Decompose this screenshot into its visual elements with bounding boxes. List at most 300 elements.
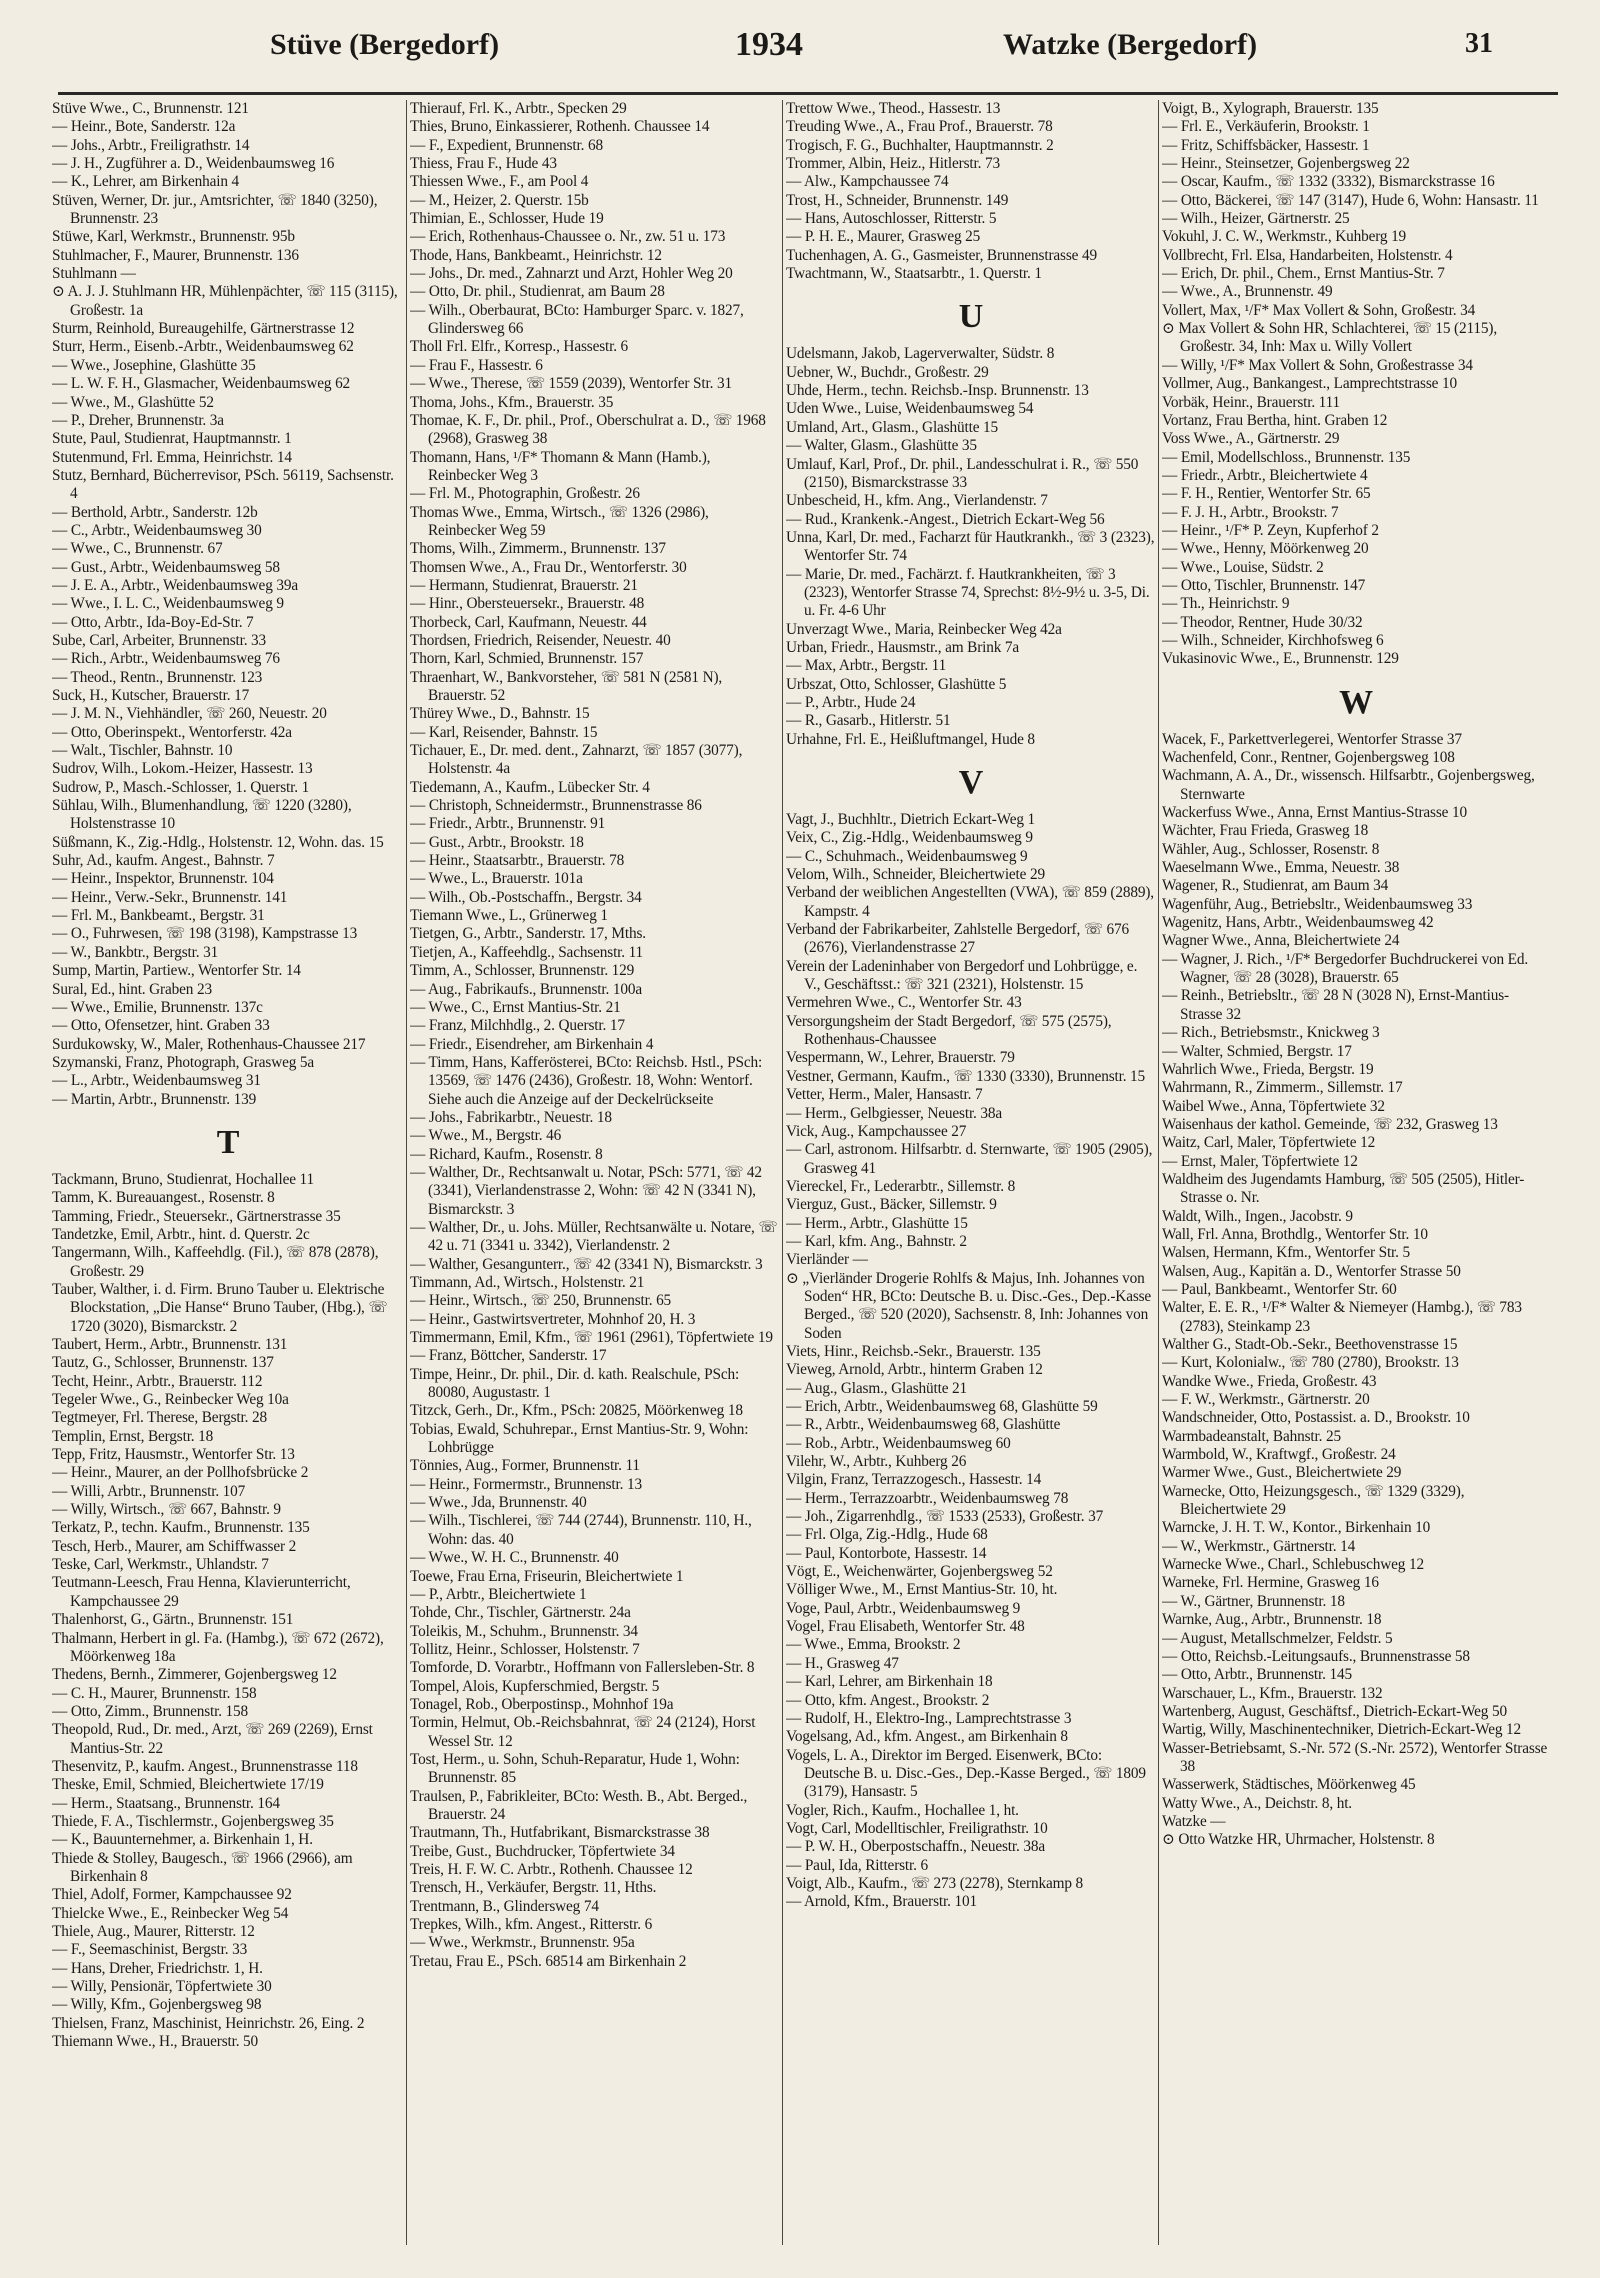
directory-entry: Templin, Ernst, Bergstr. 18 (52, 1427, 214, 1445)
directory-entry: Timpe, Heinr., Dr. phil., Dir. d. kath. Realschule, PSch: 80080, Augustastr. 1 (410, 1365, 740, 1402)
directory-entry: — Walt., Tischler, Bahnstr. 10 (52, 742, 233, 760)
column-divider (1158, 100, 1159, 2245)
directory-entry: Vortanz, Frau Bertha, hint. Graben 12 (1162, 411, 1388, 429)
directory-entry: Unbescheid, H., kfm. Ang., Vierlandenstr. 7 (786, 492, 1048, 510)
directory-entry: Vespermann, W., Lehrer, Brauerstr. 79 (786, 1049, 1015, 1067)
directory-entry: — Johs., Arbtr., Freiligrathstr. 14 (52, 136, 250, 154)
directory-entry: — Heinr., Verw.-Sekr., Brunnenstr. 141 (52, 888, 288, 906)
directory-entry: Stüwe, Karl, Werkmstr., Brunnenstr. 95b (52, 228, 295, 246)
directory-entry: Vilgin, Franz, Terrazzogesch., Hassestr. 14 (786, 1471, 1042, 1489)
column-divider (406, 100, 407, 2245)
directory-entry: Thiess, Frau F., Hude 43 (410, 155, 557, 173)
directory-column-3 (786, 100, 1156, 2250)
directory-entry: — Hermann, Studienrat, Brauerstr. 21 (410, 576, 638, 594)
directory-entry: Wachmann, A. A., Dr., wissensch. Hilfsarbtr., Gojenbergsweg, Sternwarte (1162, 767, 1535, 803)
directory-entry: — Willi, Arbtr., Brunnenstr. 107 (52, 1482, 246, 1500)
directory-entry: Tesch, Herb., Maurer, am Schiffwasser 2 (52, 1537, 297, 1555)
directory-entry: — Walther, Dr., Rechtsanwalt u. Notar, PSch: 5771, ☏ 42 (3341), Vierlandenstrasse 2, Wohn: ☏ 42 N (3341 N), Bismarckstr. 3 (410, 1163, 762, 1218)
directory-entry: — Gust., Arbtr., Weidenbaumsweg 58 (52, 558, 280, 576)
directory-entry: — Wilh., Schneider, Kirchhofsweg 6 (1162, 631, 1384, 649)
directory-entry: — Wwe., Josephine, Glashütte 35 (52, 356, 256, 374)
directory-entry: Trettow Wwe., Theod., Hassestr. 13 (786, 100, 1001, 117)
directory-entry: Thordsen, Friedrich, Reisender, Neuestr. 40 (410, 631, 671, 649)
directory-entry: Wandschneider, Otto, Postassist. a. D., Brookstr. 10 (1162, 1409, 1470, 1427)
directory-entry: — Joh., Zigarrenhdlg., ☏ 1533 (2533), Großestr. 37 (786, 1508, 1104, 1526)
directory-entry: Vogt, Carl, Modelltischler, Freiligrathstr. 10 (786, 1819, 1048, 1837)
header-rule (58, 92, 1558, 95)
directory-entry: Vollert, Max, ¹/F* Max Vollert & Sohn, Großestr. 34 (1162, 301, 1476, 319)
directory-entry: — Karl, kfm. Ang., Bahnstr. 2 (786, 1232, 967, 1250)
directory-entry: Szymanski, Franz, Photograph, Grasweg 5a (52, 1053, 315, 1071)
directory-entry: Waibel Wwe., Anna, Töpfertwiete 32 (1162, 1097, 1385, 1115)
directory-entry: Toewe, Frau Erna, Friseurin, Bleichertwiete 1 (410, 1567, 684, 1585)
directory-entry: Twachtmann, W., Staatsarbtr., 1. Querstr. 1 (786, 265, 1042, 283)
directory-entry: — W., Werkmstr., Gärtnerstr. 14 (1162, 1537, 1356, 1555)
directory-entry: Walsen, Aug., Kapitän a. D., Wentorfer Strasse 50 (1162, 1262, 1461, 1280)
directory-entry: Tepp, Fritz, Hausmstr., Wentorfer Str. 13 (52, 1446, 295, 1464)
directory-entry: Wartenberg, August, Geschäftsf., Dietrich-Eckart-Weg 50 (1162, 1702, 1507, 1720)
directory-entry: Tamm, K. Bureauangest., Rosenstr. 8 (52, 1189, 275, 1207)
directory-entry: — Heinr., ¹/F* P. Zeyn, Kupferhof 2 (1162, 521, 1379, 539)
directory-entry: Waeselmann Wwe., Emma, Neuestr. 38 (1162, 859, 1400, 877)
directory-entry: Thimian, E., Schlosser, Hude 19 (410, 210, 604, 228)
directory-entry: — Paul, Kontorbote, Hassestr. 14 (786, 1544, 987, 1562)
directory-entry: Wachenfeld, Conr., Rentner, Gojenbergsweg 108 (1162, 749, 1455, 766)
directory-entry: — J. H., Zugführer a. D., Weidenbaumsweg 16 (52, 155, 335, 173)
directory-entry: — Heinr., Maurer, an der Pollhofsbrücke 2 (52, 1464, 309, 1482)
directory-entry: Sube, Carl, Arbeiter, Brunnenstr. 33 (52, 631, 267, 649)
directory-entry: — Heinr., Wirtsch., ☏ 250, Brunnenstr. 65 (410, 1292, 672, 1310)
directory-entry: Vollmer, Aug., Bankangest., Lamprechtstrasse 10 (1162, 375, 1457, 393)
directory-entry: Vukasinovic Wwe., E., Brunnenstr. 129 (1162, 650, 1399, 668)
directory-entry: Tichauer, E., Dr. med. dent., Zahnarzt, ☏ 1857 (3077), Holstenstr. 4a (410, 742, 743, 778)
directory-entry: — Wilh., Oberbaurat, BCto: Hamburger Sparc. v. 1827, Glindersweg 66 (410, 301, 744, 338)
directory-entry: Tonagel, Rob., Oberpostinsp., Mohnhof 19a (410, 1695, 674, 1713)
directory-entry: — Wwe., Jda, Brunnenstr. 40 (410, 1494, 587, 1512)
directory-entry: Wahrmann, R., Zimmerm., Sillemstr. 17 (1162, 1079, 1403, 1097)
directory-entry: — W., Gärtner, Brunnenstr. 18 (1162, 1592, 1345, 1610)
directory-entry: Tormin, Helmut, Ob.-Reichsbahnrat, ☏ 24 (2124), Horst Wessel Str. 12 (410, 1714, 756, 1750)
directory-entry: Voge, Paul, Arbtr., Weidenbaumsweg 9 (786, 1599, 1021, 1617)
directory-entry: Tretau, Frau E., PSch. 68514 am Birkenhain 2 (410, 1952, 687, 1970)
directory-entry: Wagenitz, Hans, Arbtr., Weidenbaumsweg 42 (1162, 914, 1434, 932)
directory-entry: — K., Bauunternehmer, a. Birkenhain 1, H. (52, 1831, 313, 1849)
directory-entry: — Heinr., Gastwirtsvertreter, Mohnhof 20, H. 3 (410, 1310, 696, 1328)
directory-entry: Vilehr, W., Arbtr., Kuhberg 26 (786, 1453, 967, 1471)
directory-entry: Tiedemann, A., Kaufm., Lübecker Str. 4 (410, 778, 650, 796)
directory-entry: Teske, Carl, Werkmstr., Uhlandstr. 7 (52, 1556, 269, 1574)
directory-entry: Tietgen, G., Arbtr., Sanderstr. 17, Mths. (410, 925, 646, 943)
directory-entry: Teutmann-Leesch, Frau Henna, Klavierunterricht, Kampchaussee 29 (52, 1574, 351, 1610)
directory-entry: — F. H., Rentier, Wentorfer Str. 65 (1162, 485, 1371, 503)
directory-entry: Stuhlmann — (52, 265, 136, 283)
directory-entry: Warnke, Aug., Arbtr., Brunnenstr. 18 (1162, 1611, 1382, 1629)
directory-entry: Sural, Ed., hint. Graben 23 (52, 980, 212, 998)
directory-entry: Urbszat, Otto, Schlosser, Glashütte 5 (786, 675, 1007, 693)
directory-entry: — Wwe., I. L. C., Weidenbaumsweg 9 (52, 595, 284, 613)
directory-entry: Warnecke Wwe., Charl., Schlebuschweg 12 (1162, 1556, 1424, 1574)
directory-entry: — Wwe., L., Brauerstr. 101a (410, 870, 583, 888)
directory-entry: Tackmann, Bruno, Studienrat, Hochallee 11 (52, 1170, 314, 1188)
directory-entry: — Willy, Kfm., Gojenbergsweg 98 (52, 1996, 262, 2014)
directory-entry: Wall, Frl. Anna, Brothdlg., Wentorfer Str. 10 (1162, 1225, 1428, 1243)
directory-entry: — Herm., Staatsang., Brunnenstr. 164 (52, 1794, 280, 1812)
directory-entry: — O., Fuhrwesen, ☏ 198 (3198), Kampstrasse 13 (52, 925, 358, 943)
header-right-range: Watzke (Bergedorf) (1003, 28, 1258, 61)
directory-entry: Thiemann Wwe., H., Brauerstr. 50 (52, 2033, 259, 2051)
directory-entry: Voigt, Alb., Kaufm., ☏ 273 (2278), Sternkamp 8 (786, 1874, 1084, 1892)
directory-entry: Treis, H. F. W. C. Arbtr., Rothenh. Chaussee 12 (410, 1861, 693, 1878)
directory-entry: — Martin, Arbtr., Brunnenstr. 139 (52, 1090, 257, 1108)
directory-entry: Vogler, Rich., Kaufm., Hochallee 1, ht. (786, 1801, 1019, 1819)
directory-entry: Trepkes, Wilh., kfm. Angest., Ritterstr. 6 (410, 1916, 653, 1934)
directory-entry: — Aug., Fabrikaufs., Brunnenstr. 100a (410, 980, 642, 998)
directory-entry: — Hans, Autoschlosser, Ritterstr. 5 (786, 210, 997, 228)
directory-entry: — Wwe., Emma, Brookstr. 2 (786, 1636, 961, 1654)
directory-entry: Warmbadeanstalt, Bahnstr. 25 (1162, 1427, 1341, 1445)
directory-entry: — Walter, Schmied, Bergstr. 17 (1162, 1042, 1352, 1060)
directory-entry: Treuding Wwe., A., Frau Prof., Brauerstr. 78 (786, 118, 1053, 136)
directory-entry: — Otto, Ofensetzer, hint. Graben 33 (52, 1017, 270, 1035)
directory-entry: — P. W. H., Oberpostschaffn., Neuestr. 38a (786, 1838, 1045, 1856)
directory-entry: — Paul, Bankbeamt., Wentorfer Str. 60 (1162, 1280, 1397, 1298)
directory-entry: Wagenführ, Aug., Betriebsltr., Weidenbaumsweg 33 (1162, 895, 1473, 913)
directory-entry: Sump, Martin, Partiew., Wentorfer Str. 14 (52, 962, 301, 980)
directory-entry: — P., Arbtr., Hude 24 (786, 693, 916, 711)
directory-entry: Vierländer — (786, 1251, 868, 1269)
directory-entry: Thürey Wwe., D., Bahnstr. 15 (410, 705, 590, 723)
directory-entry: — C., Arbtr., Weidenbaumsweg 30 (52, 521, 262, 539)
directory-entry: Tandetzke, Emil, Arbtr., hint. d. Querstr. 2c (52, 1225, 310, 1243)
directory-entry: — Rich., Betriebsmstr., Knickweg 3 (1162, 1024, 1380, 1042)
directory-entry: Theopold, Rud., Dr. med., Arzt, ☏ 269 (2269), Ernst Mantius-Str. 22 (52, 1721, 373, 1757)
directory-entry: — Johs., Fabrikarbtr., Neuestr. 18 (410, 1108, 612, 1126)
directory-entry: Vorbäk, Heinr., Brauerstr. 111 (1162, 393, 1341, 411)
directory-entry: Waldheim des Jugendamts Hamburg, ☏ 505 (2505), Hitler-Strasse o. Nr. (1162, 1170, 1525, 1207)
directory-entry: — Walter, Glasm., Glashütte 35 (786, 437, 977, 455)
directory-entry: — Wwe., Louise, Südstr. 2 (1162, 558, 1324, 576)
directory-entry: — Theod., Rentn., Brunnenstr. 123 (52, 668, 263, 686)
directory-entry: Warschauer, L., Kfm., Brauerstr. 132 (1162, 1684, 1383, 1702)
directory-entry: Tohde, Chr., Tischler, Gärtnerstr. 24a (410, 1604, 631, 1622)
directory-entry: — Alw., Kampchaussee 74 (786, 173, 949, 191)
directory-entry: — Frl. E., Verkäuferin, Brookstr. 1 (1162, 118, 1370, 136)
directory-entry: Sudrov, Wilh., Lokom.-Heizer, Hassestr. 13 (52, 760, 313, 778)
header-left-range: Stüve (Bergedorf) (270, 28, 500, 61)
directory-entry: Thies, Bruno, Einkassierer, Rothenh. Chaussee 14 (410, 118, 710, 136)
directory-entry: — Wwe., A., Brunnenstr. 49 (1162, 283, 1333, 301)
directory-entry: — Friedr., Arbtr., Brunnenstr. 91 (410, 815, 606, 833)
directory-entry: — L. W. F. H., Glasmacher, Weidenbaumsweg 62 (52, 375, 351, 393)
directory-entry: — Hans, Dreher, Friedrichstr. 1, H. (52, 1959, 263, 1977)
directory-entry: Tompel, Alois, Kupferschmied, Bergstr. 5 (410, 1677, 660, 1695)
directory-entry: — F. W., Werkmstr., Gärtnerstr. 20 (1162, 1391, 1370, 1409)
directory-entry: Tamming, Friedr., Steuersekr., Gärtnerstrasse 35 (52, 1207, 341, 1225)
directory-entry: Trogisch, F. G., Buchhalter, Hauptmannstr. 2 (786, 136, 1054, 154)
directory-entry: — Frl. M., Photographin, Großestr. 26 (410, 485, 640, 503)
directory-entry: — Marie, Dr. med., Fachärzt. f. Hautkrankheiten, ☏ 3 (2323), Wentorfer Strasse 74, Sprechst: 8½-9½ u. 3-5, Di. u. Fr. 4-6 Uhr (786, 565, 1150, 620)
directory-entry: Tietjen, A., Kaffeehdlg., Sachsenstr. 11 (410, 943, 644, 961)
directory-entry: Warmer Wwe., Gust., Bleichertwiete 29 (1162, 1464, 1402, 1482)
directory-entry: — Otto, Oberinspekt., Wentorferstr. 42a (52, 723, 292, 741)
directory-entry: — W., Bankbtr., Bergstr. 31 (52, 943, 219, 961)
directory-entry: Terkatz, P., techn. Kaufm., Brunnenstr. 135 (52, 1519, 310, 1537)
directory-entry: Tiemann Wwe., L., Grünerweg 1 (410, 907, 608, 925)
directory-entry: Viets, Hinr., Reichsb.-Sekr., Brauerstr. 135 (786, 1342, 1041, 1360)
directory-entry: — Th., Heinrichstr. 9 (1162, 595, 1290, 613)
directory-entry: Thalenhorst, G., Gärtn., Brunnenstr. 151 (52, 1611, 294, 1629)
directory-entry: — Franz, Böttcher, Sanderstr. 17 (410, 1347, 607, 1365)
directory-entry: Verein der Ladeninhaber von Bergedorf und Lohbrügge, e. V., Geschäftsst.: ☏ 321 (2321), Holstenstr. 15 (786, 957, 1138, 994)
directory-entry: Sudrow, P., Masch.-Schlosser, 1. Querstr. 1 (52, 778, 310, 796)
directory-entry: Thesenvitz, P., kaufm. Angest., Brunnenstrasse 118 (52, 1757, 358, 1775)
directory-entry: Thiele, Aug., Maurer, Ritterstr. 12 (52, 1923, 255, 1940)
directory-entry: Vieweg, Arnold, Arbtr., hinterm Graben 12 (786, 1361, 1043, 1379)
directory-entry: Suhr, Ad., kaufm. Angest., Bahnstr. 7 (52, 852, 275, 870)
directory-entry: — Wilh., Tischlerei, ☏ 744 (2744), Brunnenstr. 110, H., Wohn: das. 40 (410, 1512, 752, 1548)
directory-entry: Walsen, Hermann, Kfm., Wentorfer Str. 5 (1162, 1244, 1410, 1262)
directory-entry: Thielsen, Franz, Maschinist, Heinrichstr. 26, Eing. 2 (52, 2014, 365, 2032)
directory-entry: Wagner Wwe., Anna, Bleichertwiete 24 (1162, 932, 1400, 950)
directory-entry: — Willy, ¹/F* Max Vollert & Sohn, Großestrasse 34 (1162, 356, 1473, 374)
directory-entry: Uhde, Herm., techn. Reichsb.-Insp. Brunnenstr. 13 (786, 382, 1089, 400)
directory-entry: Waisenhaus der kathol. Gemeinde, ☏ 232, Grasweg 13 (1162, 1115, 1498, 1133)
directory-entry: Thiessen Wwe., F., am Pool 4 (410, 173, 589, 191)
directory-entry: — Otto, Arbtr., Ida-Boy-Ed-Str. 7 (52, 613, 254, 631)
directory-column-4 (1162, 100, 1550, 2250)
directory-entry: — Max, Arbtr., Bergstr. 11 (786, 657, 947, 675)
directory-entry: — M., Heizer, 2. Querstr. 15b (410, 191, 589, 209)
directory-entry: — C., Schuhmach., Weidenbaumsweg 9 (786, 847, 1028, 865)
directory-entry: Tobias, Ewald, Schuhrepar., Ernst Mantius-Str. 9, Wohn: Lohbrügge (410, 1420, 749, 1457)
directory-entry: Vollbrecht, Frl. Elsa, Handarbeiten, Holstenstr. 4 (1162, 246, 1453, 264)
directory-entry: Vetter, Herm., Maler, Hansastr. 7 (786, 1086, 983, 1104)
page-number: 31 (1465, 28, 1493, 59)
directory-entry: — P. H. E., Maurer, Grasweg 25 (786, 228, 981, 246)
directory-entry: Trentmann, B., Glindersweg 74 (410, 1897, 599, 1915)
directory-entry: Thedens, Bernh., Zimmerer, Gojenbergsweg 12 (52, 1666, 337, 1684)
directory-entry: — Aug., Glasm., Glashütte 21 (786, 1379, 968, 1397)
directory-entry: — Wwe., Emilie, Brunnenstr. 137c (52, 998, 263, 1016)
directory-entry: Warmbold, W., Kraftwgf., Großestr. 24 (1162, 1446, 1396, 1464)
directory-entry: Thiede, F. A., Tischlermstr., Gojenbergsweg 35 (52, 1812, 334, 1830)
directory-entry: — F. J. H., Arbtr., Brookstr. 7 (1162, 503, 1339, 521)
directory-entry: — Friedr., Arbtr., Bleichertwiete 4 (1162, 466, 1368, 484)
directory-entry: Vogel, Frau Elisabeth, Wentorfer Str. 48 (786, 1618, 1025, 1636)
directory-entry: Unna, Karl, Dr. med., Facharzt für Hautkrankh., ☏ 3 (2323), Wentorfer Str. 74 (786, 528, 1155, 565)
directory-entry: — P., Arbtr., Bleichertwiete 1 (410, 1585, 587, 1603)
directory-entry: Thomsen Wwe., A., Frau Dr., Wentorferstr. 30 (410, 558, 687, 576)
directory-entry: — Karl, Lehrer, am Birkenhain 18 (786, 1673, 993, 1691)
directory-entry: — Franz, Milchhdlg., 2. Querstr. 17 (410, 1017, 625, 1035)
directory-entry: — Rob., Arbtr., Weidenbaumsweg 60 (786, 1434, 1011, 1452)
directory-entry: Wahrlich Wwe., Frieda, Bergstr. 19 (1162, 1060, 1374, 1078)
directory-entry: Surdukowsky, W., Maler, Rothenhaus-Chaussee 217 (52, 1035, 366, 1053)
directory-entry: Vögt, E., Weichenwärter, Gojenbergsweg 52 (786, 1563, 1053, 1581)
directory-entry: Tauber, Walther, i. d. Firm. Bruno Tauber u. Elektrische Blockstation, „Die Hanse“ Bruno Tauber, (Hbg.), ☏ 1720 (3020), Bismarckstr. 2 (52, 1280, 388, 1335)
directory-entry: — Fritz, Schiffsbäcker, Hassestr. 1 (1162, 136, 1370, 154)
directory-entry: — Walther, Gesangunterr., ☏ 42 (3341 N), Bismarckstr. 3 (410, 1255, 763, 1273)
directory-entry: — Frau F., Hassestr. 6 (410, 356, 543, 374)
directory-entry: — Wwe., C., Ernst Mantius-Str. 21 (410, 998, 621, 1016)
directory-entry: — Herm., Arbtr., Glashütte 15 (786, 1214, 968, 1232)
directory-entry: — Otto, Tischler, Brunnenstr. 147 (1162, 576, 1366, 594)
section-letter: U (958, 298, 984, 336)
directory-entry: Thomas Wwe., Emma, Wirtsch., ☏ 1326 (2986), Reinbecker Weg 59 (410, 503, 709, 539)
directory-entry: Tangermann, Wilh., Kaffeehdlg. (Fil.), ☏ 878 (2878), Großestr. 29 (52, 1244, 379, 1280)
directory-entry: Stüve Wwe., C., Brunnenstr. 121 (52, 100, 249, 117)
section-letter: W (1339, 683, 1373, 721)
directory-entry: — Wwe., W. H. C., Brunnenstr. 40 (410, 1549, 619, 1567)
directory-entry: Timmermann, Emil, Kfm., ☏ 1961 (2961), Töpfertwiete 19 (410, 1329, 773, 1347)
directory-entry: — Frl. M., Bankbeamt., Bergstr. 31 (52, 907, 265, 925)
directory-entry: Tegeler Wwe., G., Reinbecker Weg 10a (52, 1391, 289, 1409)
directory-entry: Treibe, Gust., Buchdrucker, Töpfertwiete 34 (410, 1842, 675, 1860)
directory-entry: Warncke, J. H. T. W., Kontor., Birkenhain 10 (1162, 1519, 1431, 1537)
directory-entry: Taubert, Herm., Arbtr., Brunnenstr. 131 (52, 1336, 288, 1353)
directory-entry: — Erich, Rothenhaus-Chaussee o. Nr., zw. 51 u. 173 (410, 228, 726, 246)
directory-entry: Thiel, Adolf, Former, Kampchaussee 92 (52, 1886, 292, 1904)
directory-entry: — Arnold, Kfm., Brauerstr. 101 (786, 1893, 977, 1911)
directory-entry: Techt, Heinr., Arbtr., Brauerstr. 112 (52, 1372, 263, 1390)
directory-entry: Vestner, Germann, Kaufm., ☏ 1330 (3330), Brunnenstr. 15 (786, 1067, 1146, 1085)
directory-entry: — Willy, Pensionär, Töpfertwiete 30 (52, 1978, 272, 1996)
directory-entry: — Johs., Dr. med., Zahnarzt und Arzt, Hohler Weg 20 (410, 265, 733, 283)
header-year: 1934 (735, 26, 803, 63)
directory-entry: Urban, Friedr., Hausmstr., am Brink 7a (786, 638, 1020, 656)
directory-entry: Vick, Aug., Kampchaussee 27 (786, 1122, 967, 1140)
directory-entry: Theske, Emil, Schmied, Bleichertwiete 17/19 (52, 1776, 324, 1794)
directory-entry: Toleikis, M., Schuhm., Brunnenstr. 34 (410, 1622, 638, 1640)
directory-entry: Wasserwerk, Städtisches, Möörkenweg 45 (1162, 1776, 1416, 1794)
column-divider (782, 100, 783, 2245)
directory-entry: — Theodor, Rentner, Hude 30/32 (1162, 613, 1363, 631)
directory-entry: — H., Grasweg 47 (786, 1654, 899, 1672)
directory-entry: Tönnies, Aug., Former, Brunnenstr. 11 (410, 1457, 640, 1475)
directory-entry: Versorgungsheim der Stadt Bergedorf, ☏ 575 (2575), Rothenhaus-Chaussee (786, 1012, 1112, 1049)
directory-entry: Vogels, L. A., Direktor im Berged. Eisenwerk, BCto: Deutsche B. u. Disc.-Ges., Dep.-Kasse Berged., ☏ 1809 (3179), Hansastr. 5 (786, 1746, 1146, 1801)
directory-entry: — Berthold, Arbtr., Sanderstr. 12b (52, 503, 258, 521)
directory-entry: Waldt, Wilh., Ingen., Jacobstr. 9 (1162, 1207, 1353, 1225)
directory-entry: — Heinr., Staatsarbtr., Brauerstr. 78 (410, 852, 625, 870)
directory-entry: Sturm, Reinhold, Bureaugehilfe, Gärtnerstrasse 12 (52, 320, 355, 338)
directory-entry: — Emil, Modellschloss., Brunnenstr. 135 (1162, 448, 1411, 466)
directory-entry: — F., Seemaschinist, Bergstr. 33 (52, 1941, 248, 1959)
directory-entry: Walther G., Stadt-Ob.-Sekr., Beethovenstrasse 15 (1162, 1336, 1458, 1353)
directory-entry: Urhahne, Frl. E., Heißluftmangel, Hude 8 (786, 730, 1035, 748)
directory-entry: — Heinr., Steinsetzer, Gojenbergsweg 22 (1162, 155, 1410, 173)
directory-entry: — Reinh., Betriebsltr., ☏ 28 N (3028 N), Ernst-Mantius-Strasse 32 (1162, 987, 1509, 1023)
directory-entry: Wartig, Willy, Maschinentechniker, Dietrich-Eckart-Weg 12 (1162, 1721, 1522, 1739)
directory-entry: — Heinr., Inspektor, Brunnenstr. 104 (52, 870, 274, 888)
directory-entry: Sturr, Herm., Eisenb.-Arbtr., Weidenbaumsweg 62 (52, 338, 354, 356)
directory-entry: Timm, A., Schlosser, Brunnenstr. 129 (410, 962, 635, 980)
directory-entry: Stuhlmacher, F., Maurer, Brunnenstr. 136 (52, 246, 299, 264)
directory-entry: — Friedr., Eisendreher, am Birkenhain 4 (410, 1035, 654, 1053)
directory-entry: — Wwe., Therese, ☏ 1559 (2039), Wentorfer Str. 31 (410, 375, 732, 393)
directory-entry: — Heinr., Bote, Sanderstr. 12a (52, 118, 236, 136)
directory-entry: ⊙ Otto Watzke HR, Uhrmacher, Holstenstr. 8 (1162, 1831, 1435, 1849)
directory-entry: ⊙ Max Vollert & Sohn HR, Schlachterei, ☏ 15 (2115), Großestr. 34, Inh: Max u. Willy Vollert (1162, 320, 1498, 356)
directory-entry: Warnecke, Otto, Heizungsgesch., ☏ 1329 (3329), Bleichertwiete 29 (1162, 1482, 1465, 1519)
directory-entry: — Erich, Dr. phil., Chem., Ernst Mantius-Str. 7 (1162, 265, 1445, 283)
directory-entry: — Willy, Wirtsch., ☏ 667, Bahnstr. 9 (52, 1501, 281, 1519)
directory-entry: Thoma, Johs., Kfm., Brauerstr. 35 (410, 393, 614, 411)
directory-entry: Watty Wwe., A., Deichstr. 8, ht. (1162, 1794, 1352, 1812)
directory-entry: — Otto, Dr. phil., Studienrat, am Baum 28 (410, 283, 665, 301)
directory-entry: — Wwe., Werkmstr., Brunnenstr. 95a (410, 1934, 635, 1952)
directory-entry: Suck, H., Kutscher, Brauerstr. 17 (52, 687, 250, 704)
directory-entry: — Ernst, Maler, Töpfertwiete 12 (1162, 1152, 1358, 1170)
directory-entry: — Wagner, J. Rich., ¹/F* Bergedorfer Buchdruckerei von Ed. Wagner, ☏ 28 (3028), Brauerstr. 65 (1162, 950, 1529, 987)
directory-entry: Stutenmund, Frl. Emma, Heinrichstr. 14 (52, 448, 292, 466)
directory-entry: Thiede & Stolley, Baugesch., ☏ 1966 (2966), am Birkenhain 8 (52, 1849, 353, 1885)
directory-entry: Thraenhart, W., Bankvorsteher, ☏ 581 N (2581 N), Brauerstr. 52 (410, 668, 723, 704)
directory-entry: Velom, Wilh., Schneider, Bleichertwiete 29 (786, 866, 1045, 884)
directory-entry: — Wwe., M., Glashütte 52 (52, 393, 214, 411)
directory-entry: Wackerfuss Wwe., Anna, Ernst Mantius-Strasse 10 (1162, 804, 1467, 822)
directory-entry: Thierauf, Frl. K., Arbtr., Specken 29 (410, 100, 627, 117)
directory-entry: — Carl, astronom. Hilfsarbtr. d. Sternwarte, ☏ 1905 (2905), Grasweg 41 (786, 1141, 1153, 1177)
directory-entry: Stutz, Bernhard, Bücherrevisor, PSch. 56119, Sachsenstr. 4 (52, 466, 394, 503)
section-letter: V (958, 764, 984, 801)
directory-entry: Tost, Herm., u. Sohn, Schuh-Reparatur, Hude 1, Wohn: Brunnenstr. 85 (410, 1750, 740, 1787)
directory-entry: Tuchenhagen, A. G., Gasmeister, Brunnenstrasse 49 (786, 246, 1097, 264)
directory-entry: Trensch, H., Verkäufer, Bergstr. 11, Hths. (410, 1879, 657, 1897)
directory-entry: — Rudolf, H., Elektro-Ing., Lamprechtstrasse 3 (786, 1709, 1072, 1727)
directory-entry: Tholl Frl. Elfr., Korresp., Hassestr. 6 (410, 338, 629, 356)
directory-entry: Vokuhl, J. C. W., Werkmstr., Kuhberg 19 (1162, 228, 1407, 246)
directory-entry: — Frl. Olga, Zig.-Hdlg., Hude 68 (786, 1526, 988, 1544)
directory-entry: Wähler, Aug., Schlosser, Rosenstr. 8 (1162, 840, 1380, 858)
directory-entry: — F., Expedient, Brunnenstr. 68 (410, 136, 603, 154)
directory-entry: Thomann, Hans, ¹/F* Thomann & Mann (Hamb.), Reinbecker Weg 3 (410, 448, 711, 484)
directory-entry: — August, Metallschmelzer, Feldstr. 5 (1162, 1629, 1393, 1647)
directory-entry: Traulsen, P., Fabrikleiter, BCto: Westh. B., Abt. Berged., Brauerstr. 24 (410, 1787, 748, 1823)
directory-entry: Umlauf, Karl, Prof., Dr. phil., Landesschulrat i. R., ☏ 550 (2150), Bismarckstrasse 33 (786, 455, 1139, 491)
directory-entry: — Richard, Kaufm., Rosenstr. 8 (410, 1145, 603, 1163)
directory-entry: Verband der Fabrikarbeiter, Zahlstelle Bergedorf, ☏ 676 (2676), Vierlandenstrasse 27 (786, 921, 1129, 957)
directory-entry: — K., Lehrer, am Birkenhain 4 (52, 173, 240, 191)
directory-entry: Vierguz, Gust., Bäcker, Sillemstr. 9 (786, 1196, 997, 1214)
directory-entry: — Kurt, Kolonialw., ☏ 780 (2780), Brookstr. 13 (1162, 1354, 1459, 1372)
directory-entry: — R., Arbtr., Weidenbaumsweg 68, Glashütte (786, 1416, 1061, 1434)
directory-entry: Thorbeck, Carl, Kaufmann, Neuestr. 44 (410, 613, 647, 631)
directory-entry: Wacek, F., Parkettverlegerei, Wentorfer Strasse 37 (1162, 730, 1462, 748)
directory-entry: Viereckel, Fr., Lederarbtr., Sillemstr. 8 (786, 1177, 1016, 1195)
directory-entry: — J. E. A., Arbtr., Weidenbaumsweg 39a (52, 576, 299, 594)
directory-entry: — Heinr., Formermstr., Brunnenstr. 13 (410, 1475, 642, 1493)
directory-entry: Trommer, Albin, Heiz., Hitlerstr. 73 (786, 155, 1000, 173)
directory-entry: Veix, C., Zig.-Hdlg., Weidenbaumsweg 9 (786, 829, 1033, 847)
directory-entry: Titzck, Gerh., Dr., Kfm., PSch: 20825, Möörkenweg 18 (410, 1402, 743, 1420)
directory-entry: Thoms, Wilh., Zimmerm., Brunnenstr. 137 (410, 540, 666, 558)
directory-entry: Wandke Wwe., Frieda, Großestr. 43 (1162, 1372, 1377, 1390)
directory-entry: — Otto, Arbtr., Brunnenstr. 145 (1162, 1666, 1352, 1684)
directory-entry: — Herm., Gelbgiesser, Neuestr. 38a (786, 1104, 1003, 1122)
directory-entry: Waitz, Carl, Maler, Töpfertwiete 12 (1162, 1134, 1376, 1152)
directory-entry: — Oscar, Kaufm., ☏ 1332 (3332), Bismarckstrasse 16 (1162, 173, 1495, 191)
directory-entry: — Hinr., Obersteuersekr., Brauerstr. 48 (410, 595, 645, 613)
directory-entry: — Erich, Arbtr., Weidenbaumsweg 68, Glashütte 59 (786, 1398, 1098, 1415)
directory-column-2 (410, 100, 780, 2250)
directory-entry: Thomae, K. F., Dr. phil., Prof., Oberschulrat a. D., ☏ 1968 (2968), Grasweg 38 (410, 411, 766, 448)
directory-entry: Stute, Paul, Studienrat, Hauptmannstr. 1 (52, 430, 292, 448)
directory-entry: Sühlau, Wilh., Blumenhandlung, ☏ 1220 (3280), Holstenstrasse 10 (52, 797, 352, 833)
directory-entry: Thielcke Wwe., E., Reinbecker Weg 54 (52, 1904, 289, 1922)
directory-entry: Tollitz, Heinr., Schlosser, Holstenstr. 7 (410, 1640, 640, 1658)
directory-entry: Uden Wwe., Luise, Weidenbaumsweg 54 (786, 400, 1034, 418)
